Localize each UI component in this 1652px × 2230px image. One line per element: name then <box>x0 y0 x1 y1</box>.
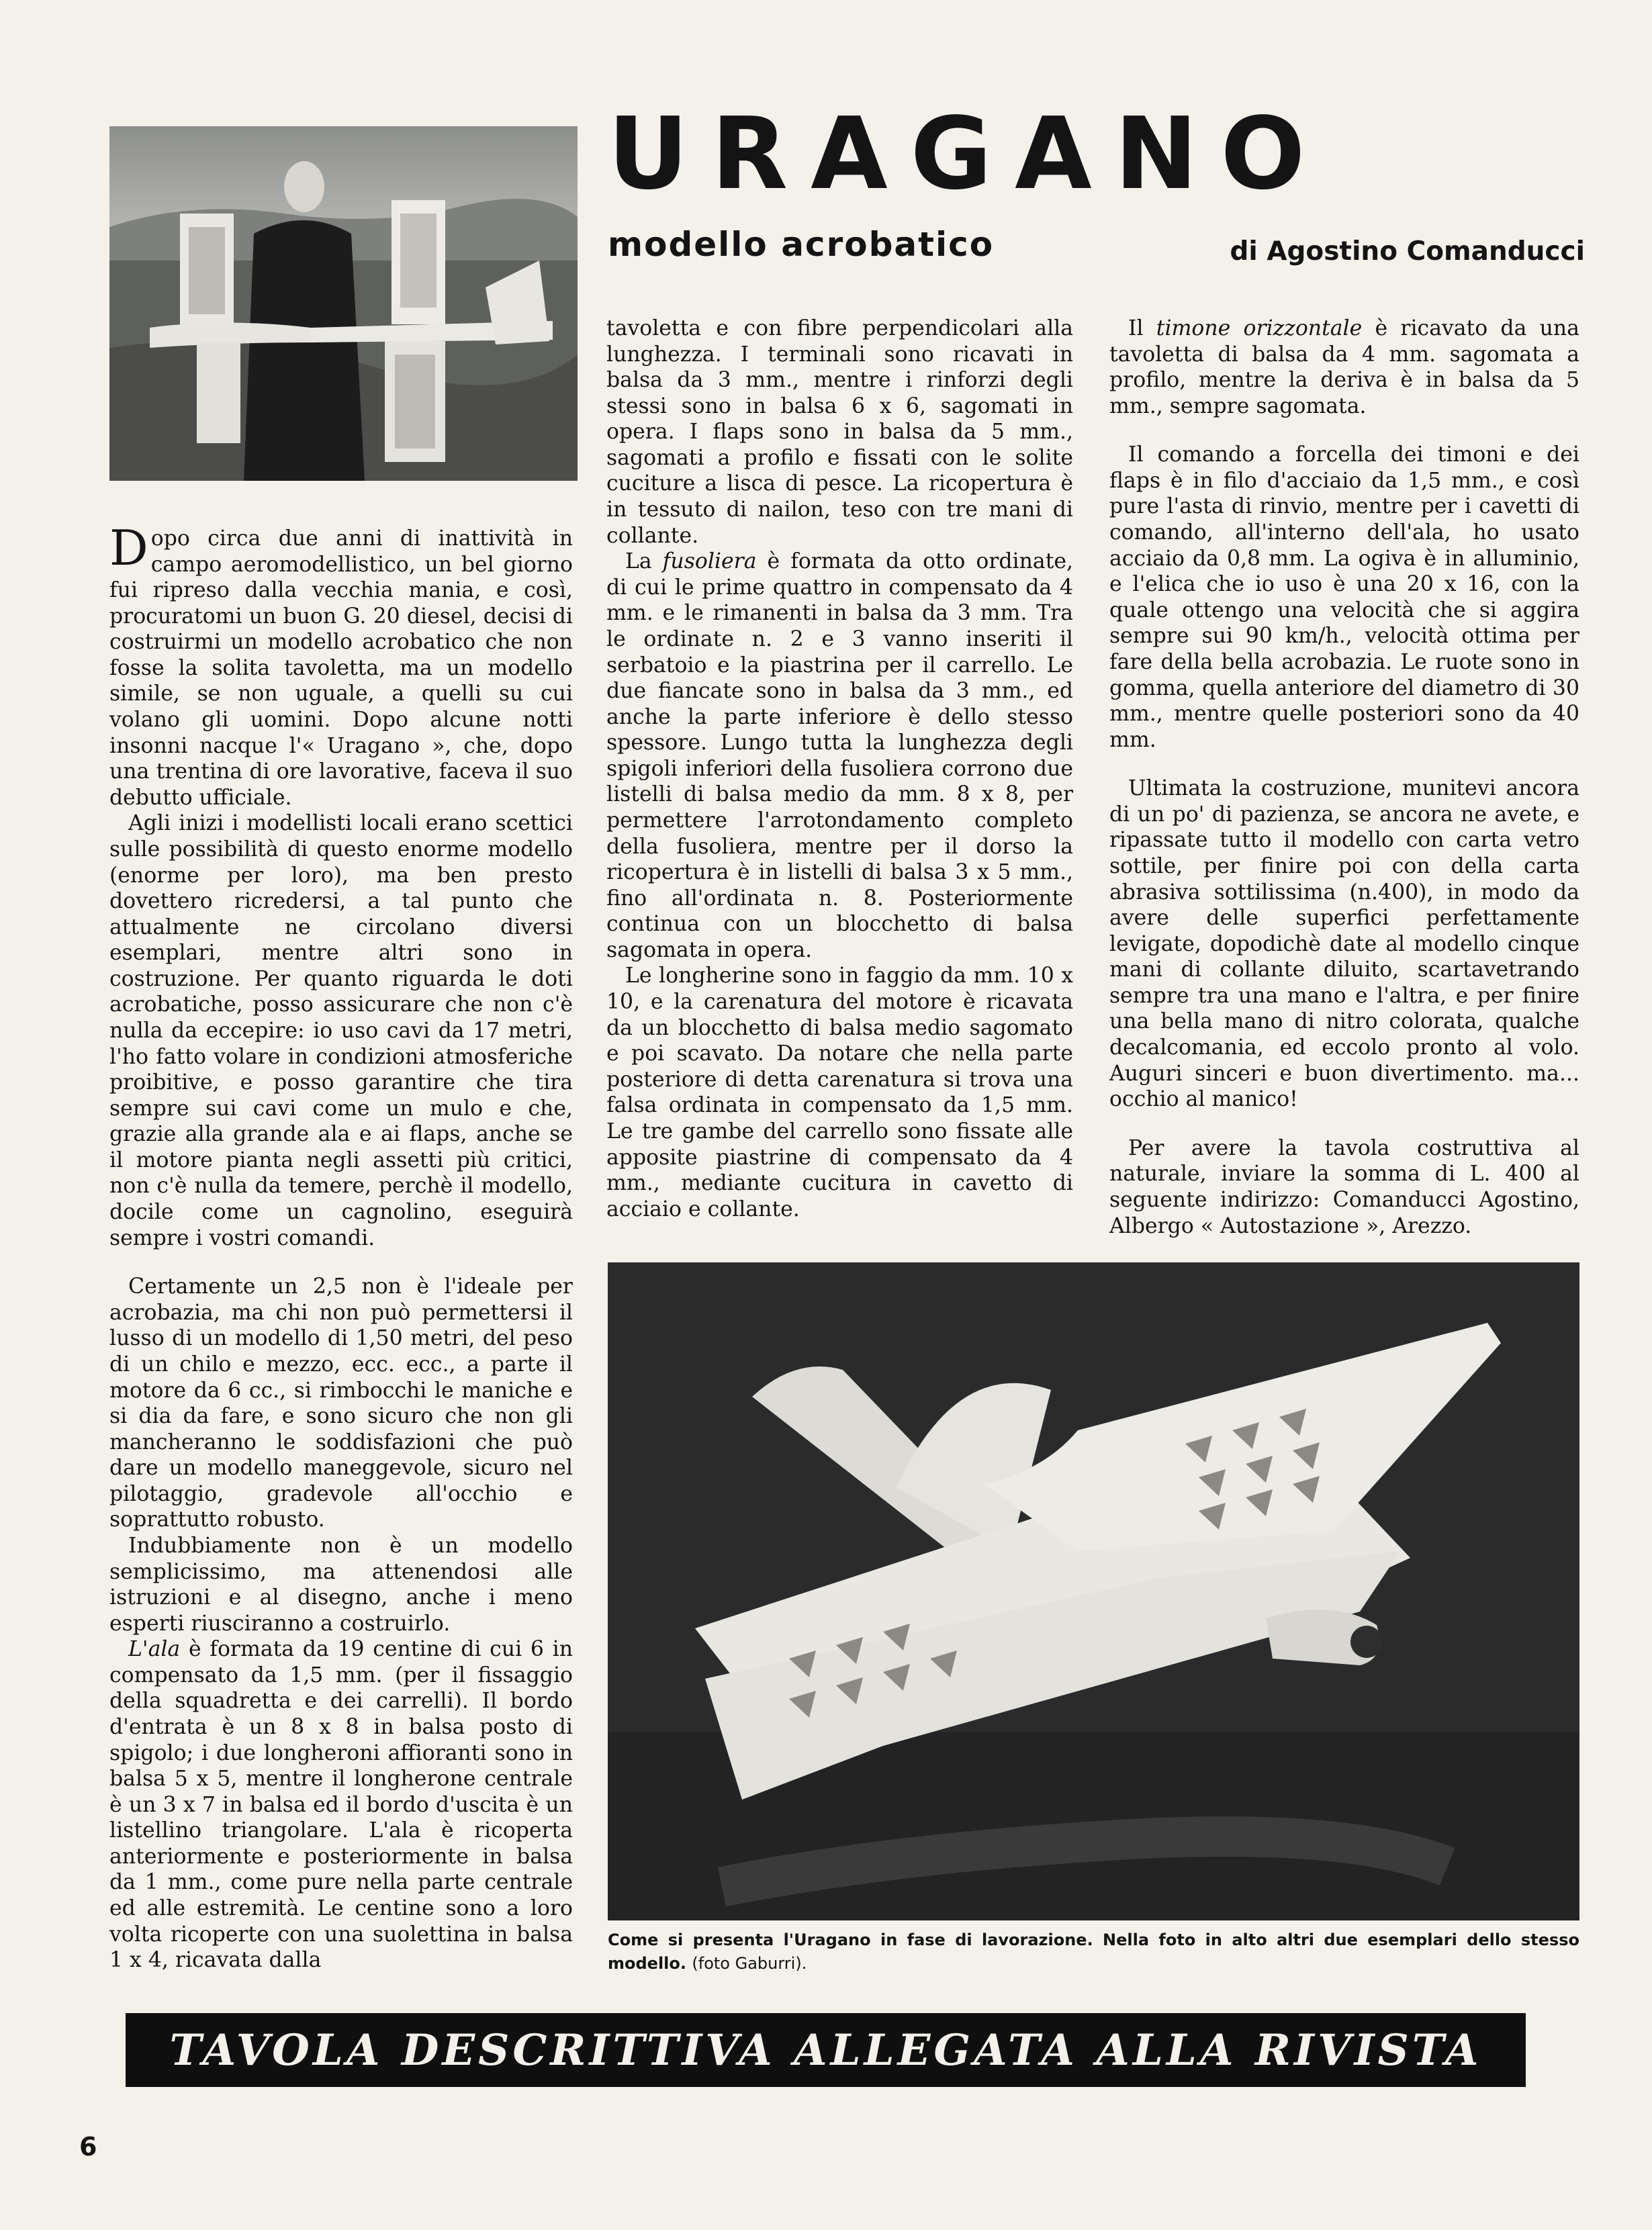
paragraph-text: opo circa due anni di inattività in campo aeromodellistico, un bel giorno fui ripreso dalla vecchia mania, e così, procuratomi un buon G. 20 diesel, decisi di costruirmi un modello acrobatico che non fosse la solita tavoletta, ma un modello simile, se non uguale, a quelli su cui volano gli uomini. Dopo alcune notti insonni nacque l'« Uragano », che, dopo una trentina di ore lavorative, faceva il suo debutto ufficiale. <box>109 526 573 810</box>
paragraph: Ultimata la costruzione, munitevi ancora di un po' di pazienza, se ancora ne avete, e ripassate tutto il modello con carta vetro sottile, per finire poi con della carta abrasiva sottilissima (n.400), in modo da avere delle superfici perfettamente levigate, dopodichè date al modello cinque mani di collante diluito, scartavetrando sempre tra una mano e l'altra, e per finire una bella mano di nitro colorata, qualche decalcomania, ed eccolo pronto al volo. Auguri sinceri e buon divertimento. ma... occhio al manico! <box>1109 776 1579 1112</box>
paragraph <box>109 1636 573 1973</box>
paragraph: Le longherine sono in faggio da mm. 10 x 10, e la carenatura del motore è ricavata da un blocchetto di balsa medio sagomato e poi scavato. Da notare che nella parte posteriore di detta carenatura si trova una falsa ordinata in compensato da 1,5 mm. Le tre gambe del carrello sono fissate alle apposite piastrine di compensato da 4 mm., mediante cucitura in cavetto di acciaio e collante. <box>606 964 1073 1221</box>
paragraph: Agli inizi i modellisti locali erano scettici sulle possibilità di questo enorme modello (enorme per loro), ma ben presto dovettero ricredersi, a tal punto che attualmente ne circolano diversi esemplari, mentre altri sono in costruzione. Per quanto riguarda le doti acrobatiche, posso assicurare che non c'è nulla da eccepire: io uso cavi da 17 metri, l'ho fatto volare in condizioni atmosferiche proibitive, e posso garantire che tira sempre sui cavi come un mulo e che, grazie alla grande ala e ai flaps, anche se il motore pianta negli assetti più critici, non c'è nulla da temere, perchè il modello, docile come un cagnolino, eseguirà sempre i vostri comandi. <box>109 811 573 1250</box>
paragraph: Per avere la tavola costruttiva al naturale, inviare la somma di L. 400 al seguente indirizzo: Comanducci Agostino, Albergo « Autostazione », Arezzo. <box>1109 1135 1579 1238</box>
caption-text: Come si presenta l'Uragano in fase di lavorazione. Nella foto in alto altri due esemplari dello stesso modello. <box>608 1931 1579 1973</box>
article-subtitle: modello acrobatico <box>608 225 995 264</box>
photo-model-airplane <box>608 1262 1579 1920</box>
page-number: 6 <box>79 2132 97 2162</box>
italic-term: fusoliera <box>662 549 757 574</box>
paragraph <box>109 520 573 810</box>
paragraph: Certamente un 2,5 non è l'ideale per acrobazia, ma chi non può permettersi il lusso di un modello di 1,50 metri, del peso di un chilo e mezzo, ecc. ecc., a parte il motore da 6 cc., si rimbocchi le maniche e si dia da fare, e sono sicuro che non gli mancheranno le soddisfazioni che può dare un modello maneggevole, sicuro nel pilotaggio, gradevole all'occhio e soprattutto robusto. <box>109 1274 573 1532</box>
article-byline: di Agostino Comanducci <box>1230 236 1585 267</box>
photo-man-with-models <box>109 126 578 481</box>
caption-credit: (foto Gaburri). <box>692 1953 807 1973</box>
article-column-1 <box>109 520 573 1973</box>
paragraph <box>606 549 1073 963</box>
article-column-2 <box>606 316 1073 1222</box>
article-column-3 <box>1109 316 1579 1239</box>
paragraph: Indubbiamente non è un modello semplicissimo, ma attenendosi alle istruzioni e al disegno, anche i meno esperti riusciranno a costruirlo. <box>109 1533 573 1636</box>
article-title: URAGANO <box>608 96 1328 212</box>
photo-man-with-models-drawing <box>109 126 578 481</box>
paragraph-text: è formata da otto ordinate, di cui le prime quattro in compensato da 4 mm. e le rimanenti in balsa da 3 mm. Tra le ordinate n. 2 e 3 vanno inseriti il serbatoio e la piastrina per il carrello. Le due fiancate sono in balsa da 3 mm., ed anche la parte inferiore è dello stesso spessore. Lungo tutta la lunghezza degli spigoli inferiori della fusoliera corrono due listelli di balsa medio da mm. 8 x 8, per permettere l'arrotondamento completo della fusoliera, mentre per il dorso la ricopertura è in listelli di balsa 3 x 5 mm., fino all'ordinata n. 8. Posteriormente continua con un blocchetto di balsa sagomata in opera. <box>606 549 1074 962</box>
italic-term: timone orizzontale <box>1156 316 1363 340</box>
drop-cap: D <box>109 520 148 576</box>
attachment-banner: TAVOLA DESCRITTIVA ALLEGATA ALLA RIVISTA <box>126 2013 1526 2087</box>
paragraph: tavoletta e con fibre perpendicolari alla lunghezza. I terminali sono ricavati in balsa da 3 mm., mentre i rinforzi degli stessi sono in balsa 6 x 6, sagomati in opera. I flaps sono in balsa da 5 mm., sagomati a profilo e fissati con le solite cuciture a lisca di pesce. La ricopertura è in tessuto di nailon, teso con tre mani di collante. <box>606 316 1073 548</box>
paragraph-text: La <box>625 549 652 574</box>
photo-caption <box>608 1929 1579 1976</box>
paragraph <box>1109 316 1579 419</box>
paragraph-text: è ricavato da una tavoletta di balsa da 4 mm. sagomata a profilo, mentre la deriva è in balsa da 5 mm., sempre sagomata. <box>1109 316 1579 418</box>
paragraph: Il comando a forcella dei timoni e dei flaps è in filo d'acciaio da 1,5 mm., e così pure l'asta di rinvio, mentre per i cavetti di comando, all'interno dell'ala, ho usato acciaio da 0,8 mm. La ogiva è in alluminio, e l'elica che io uso è una 20 x 16, con la quale ottengo una velocità che si aggira sempre sui 90 km/h., velocità ottima per fare della bella acrobazia. Le ruote sono in gomma, quella anteriore del diametro di 30 mm., mentre quelle posteriori sono da 40 mm. <box>1109 443 1579 752</box>
photo-model-airplane-drawing <box>608 1262 1579 1920</box>
paragraph-text: Il <box>1128 316 1144 340</box>
paragraph-text: è formata da 19 centine di cui 6 in compensato da 1,5 mm. (per il fissaggio della squadretta e dei carrelli). Il bordo d'entrata è un 8 x 8 in balsa posto di spigolo; i due longheroni affioranti sono in balsa 5 x 5, mentre il longherone centrale è un 3 x 7 in balsa ed il bordo d'uscita è un listellino triangolare. L'ala è ricoperta anteriormente e posteriormente in balsa da 1 mm., come pure nella parte centrale ed alle estremità. Le centine sono a loro volta ricoperte con una suolettina in balsa 1 x 4, ricavata dalla <box>109 1637 573 1973</box>
italic-term: L'ala <box>128 1637 181 1662</box>
